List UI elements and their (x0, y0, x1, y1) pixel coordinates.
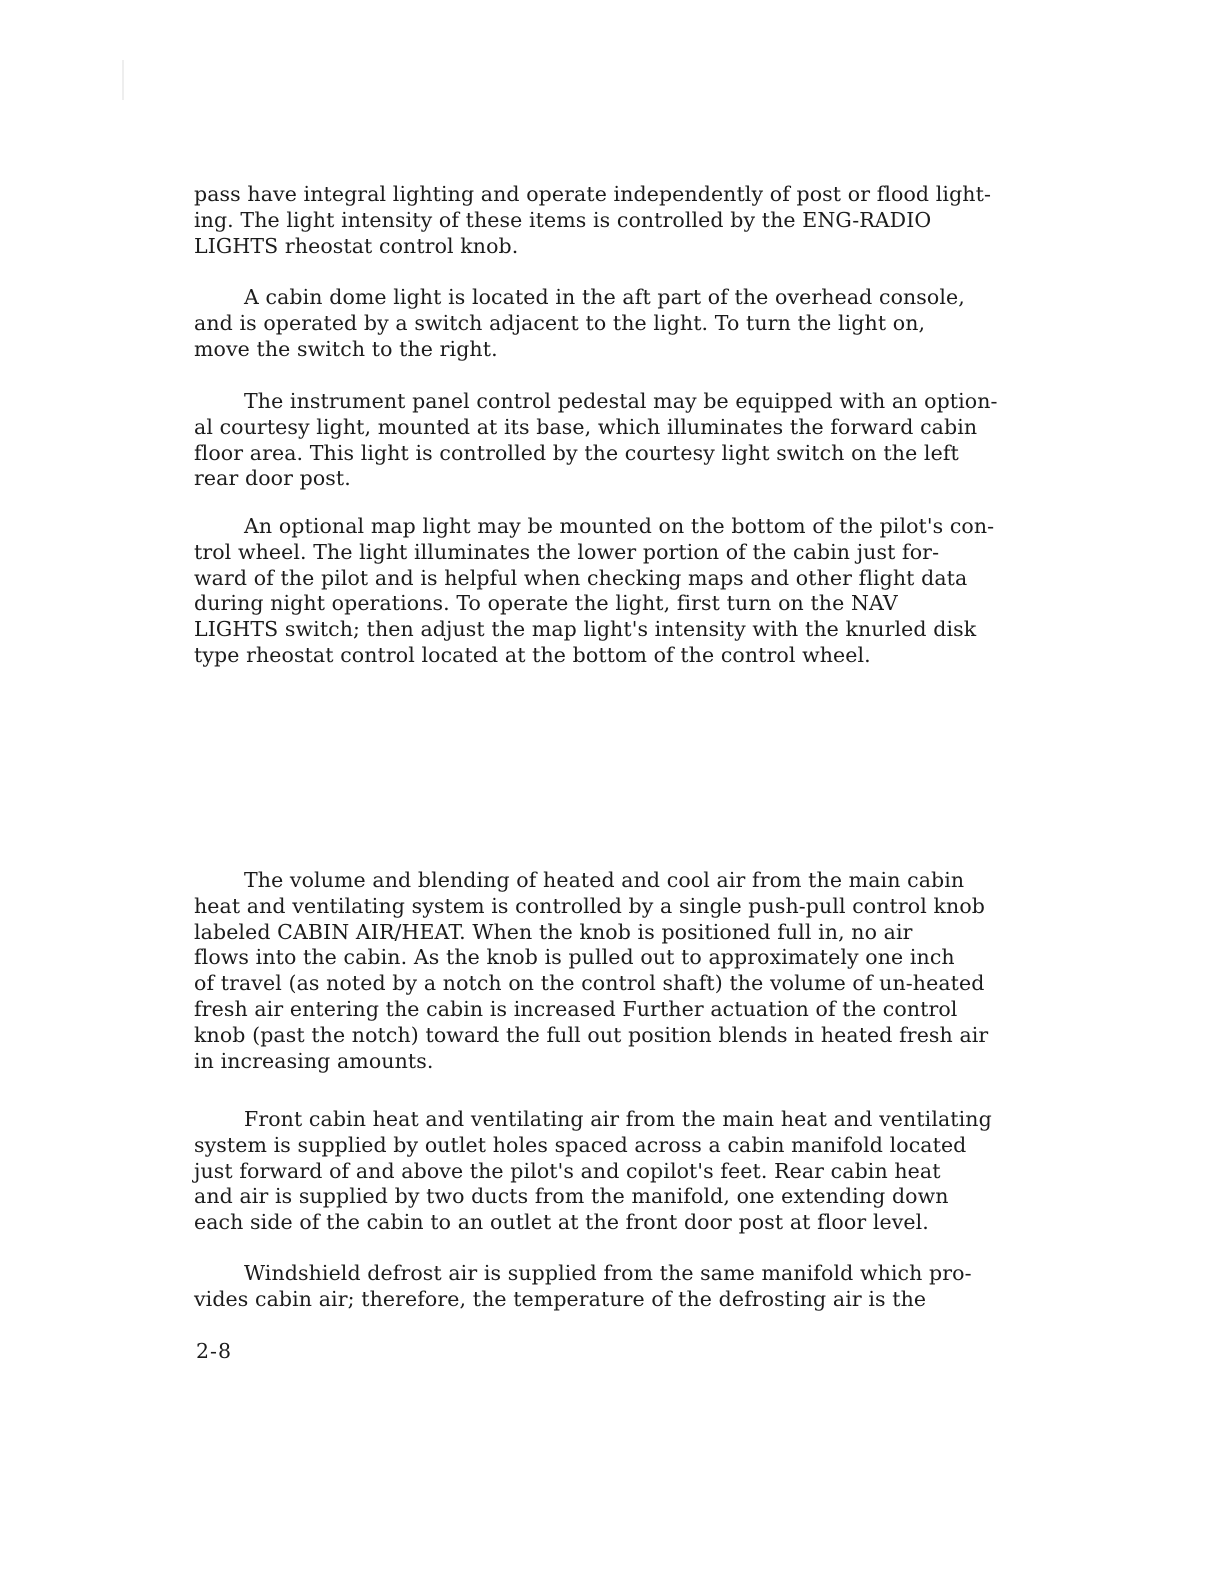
text-line: al courtesy light, mounted at its base, which illuminates the forward cabin (194, 414, 978, 439)
text-line: A cabin dome light is located in the aft part of the overhead console, (244, 285, 965, 309)
text-line: flows into the cabin. As the knob is pulled out to approximately one inch (194, 945, 955, 970)
text-line: vides cabin air; therefore, the temperature of the defrosting air is the (194, 1286, 927, 1311)
text-line: during night operations. To operate the light, first turn on the NAV (194, 591, 898, 616)
text-line: trol wheel. The light illuminates the lower portion of the cabin just for- (194, 539, 940, 564)
text-line: pass have integral lighting and operate independently of post or flood light- (194, 182, 991, 206)
text-line: ward of the pilot and is helpful when checking maps and other flight data (194, 565, 968, 590)
paragraph-courtesy-light (194, 389, 1054, 492)
text-line: and air is supplied by two ducts from the manifold, one extending down (194, 1184, 949, 1209)
text-line: type rheostat control located at the bottom of the control wheel. (194, 642, 871, 667)
text-line: of travel (as noted by a notch on the control shaft) the volume of un-heated (194, 971, 985, 996)
text-line: just forward of and above the pilot's and copilot's feet. Rear cabin heat (194, 1158, 941, 1183)
text-line: heat and ventilating system is controlled by a single push-pull control knob (194, 893, 985, 918)
text-line: each side of the cabin to an outlet at the front door post at floor level. (194, 1210, 929, 1235)
text-line: fresh air entering the cabin is increased Further actuation of the control (194, 996, 958, 1021)
text-line: floor area. This light is controlled by the courtesy light switch on the left (194, 440, 959, 465)
paragraph-front-cabin-heat (194, 1107, 1054, 1236)
text-line: labeled CABIN AIR/HEAT. When the knob is positioned full in, no air (194, 919, 913, 944)
text-line: in increasing amounts. (194, 1048, 434, 1073)
text-line: move the switch to the right. (194, 336, 498, 361)
text-line: An optional map light may be mounted on the bottom of the pilot's con- (244, 514, 995, 538)
paragraph-integral-lighting (194, 182, 1054, 259)
text-line: system is supplied by outlet holes spaced across a cabin manifold located (194, 1132, 967, 1157)
text-line: LIGHTS switch; then adjust the map light's intensity with the knurled disk (194, 617, 977, 642)
scan-mark (122, 60, 124, 100)
paragraph-windshield-defrost (194, 1261, 1054, 1313)
text-line: The volume and blending of heated and cool air from the main cabin (244, 868, 965, 892)
text-line: Windshield defrost air is supplied from the same manifold which pro- (244, 1261, 972, 1285)
text-line: and is operated by a switch adjacent to the light. To turn the light on, (194, 310, 926, 335)
text-line: rear door post. (194, 466, 351, 491)
paragraph-map-light (194, 514, 1054, 669)
text-line: The instrument panel control pedestal may be equipped with an option- (244, 389, 998, 413)
text-line: ing. The light intensity of these items is controlled by the ENG-RADIO (194, 207, 932, 232)
text-line: Front cabin heat and ventilating air from the main heat and ventilating (244, 1107, 992, 1131)
paragraph-dome-light (194, 285, 1054, 362)
text-line: knob (past the notch) toward the full out position blends in heated fresh air (194, 1022, 989, 1047)
text-line: LIGHTS rheostat control knob. (194, 233, 519, 258)
paragraph-cabin-air-heat (194, 868, 1054, 1074)
page-number: 2-8 (196, 1339, 233, 1363)
